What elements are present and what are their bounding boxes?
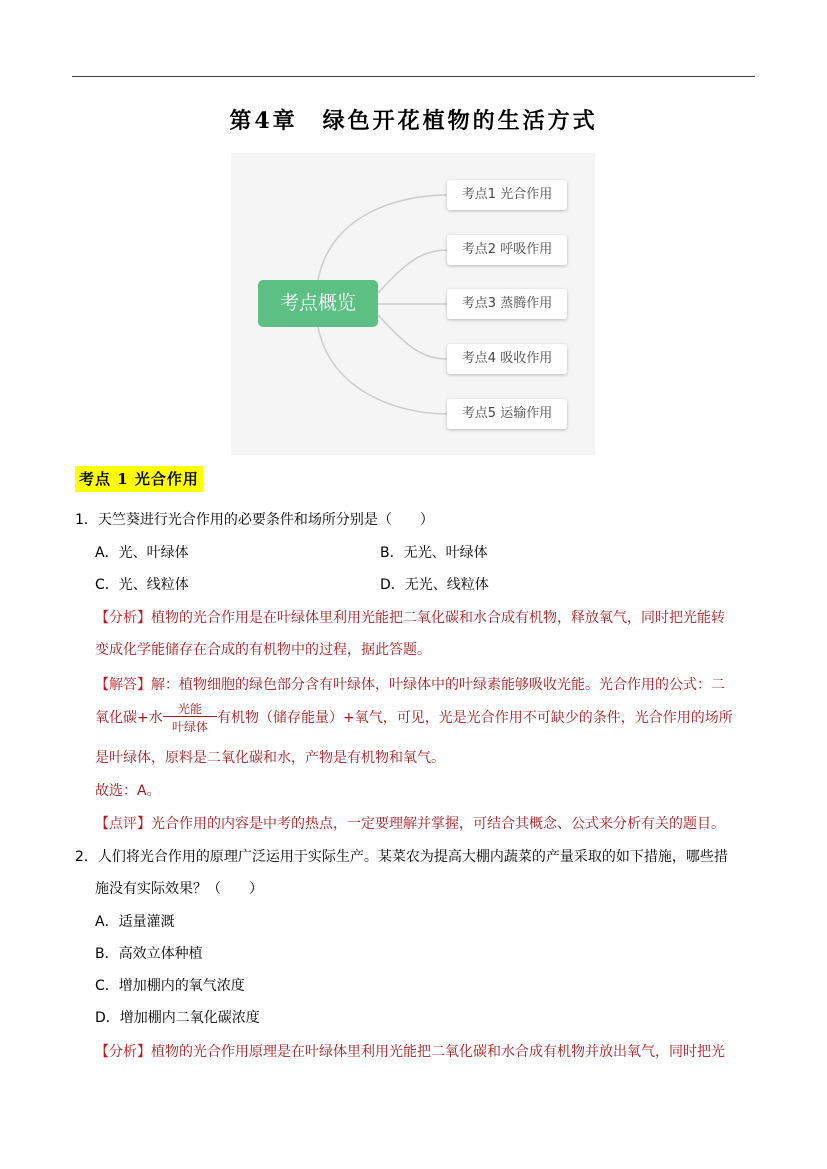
q2-option-d: D．增加棚内二氧化碳浓度 <box>95 1010 260 1026</box>
section-heading: 考点 1 光合作用 <box>75 466 203 492</box>
q1-answer-text: 解：植物细胞的绿色部分含有叶绿体，叶绿体中的叶绿素能够吸收光能。光合作用的公式：二 <box>151 677 725 693</box>
q2-option-a: A．适量灌溉 <box>95 914 175 930</box>
q1-comment <box>95 814 725 834</box>
q1-answer-line-3: 是叶绿体，原料是二氧化碳和水，产物是有机物和氧气。 <box>95 750 445 766</box>
analysis-tag: 【分析】 <box>95 1044 151 1060</box>
q1-answer-line-1 <box>95 675 725 695</box>
chapter-title: 第4章 绿色开花植物的生活方式 <box>229 108 598 134</box>
mindmap-branch-photosynthesis: 考点1 光合作用 <box>447 180 567 210</box>
header-rule <box>72 76 755 77</box>
q1-analysis-line-1 <box>95 608 725 628</box>
q2-stem-line-1: 2．人们将光合作用的原理广泛运用于实际生产。某菜农为提高大棚内蔬菜的产量采取的如下措施，哪些措 <box>75 849 728 865</box>
mindmap-branch-absorption: 考点4 吸收作用 <box>447 344 567 374</box>
q1-comment-text: 光合作用的内容是中考的热点，一定要理解并掌握，可结合其概念、公式来分析有关的题目。 <box>151 816 725 832</box>
formula-condition-top: 光能 <box>177 702 202 716</box>
q1-answer-line-2b: 有机物（储存能量）+氧气，可见，光是光合作用不可缺少的条件，光合作用的场所 <box>217 710 733 726</box>
mindmap-branch-transpiration: 考点3 蒸腾作用 <box>447 289 567 319</box>
comment-tag: 【点评】 <box>95 816 151 832</box>
formula-condition-bottom: 叶绿体 <box>171 720 208 734</box>
mindmap <box>231 153 595 455</box>
answer-tag: 【解答】 <box>95 677 151 693</box>
q1-stem: 1．天竺葵进行光合作用的必要条件和场所分别是（ ） <box>75 512 434 528</box>
q1-analysis-text: 植物的光合作用是在叶绿体里利用光能把二氧化碳和水合成有机物，释放氧气，同时把光能转 <box>151 610 725 626</box>
formula-arrow-bar <box>163 716 217 717</box>
mindmap-branch-transport: 考点5 运输作用 <box>447 399 567 429</box>
q2-analysis-text: 植物的光合作用原理是在叶绿体里利用光能把二氧化碳和水合成有机物并放出氧气，同时把光 <box>151 1044 725 1060</box>
q1-option-d: D．无光、线粒体 <box>380 577 489 593</box>
mindmap-center-node: 考点概览 <box>258 280 378 327</box>
q2-option-b: B．高效立体种植 <box>95 946 203 962</box>
q2-analysis-line-1 <box>95 1042 725 1062</box>
q1-option-a: A．光、叶绿体 <box>95 545 189 561</box>
q1-choice: 故选：A。 <box>95 783 161 799</box>
q1-option-c: C．光、线粒体 <box>95 577 189 593</box>
mindmap-branch-respiration: 考点2 呼吸作用 <box>447 235 567 265</box>
q1-answer-line-2a: 氧化碳+水 <box>95 710 163 726</box>
analysis-tag: 【分析】 <box>95 610 151 626</box>
q1-option-b: B．无光、叶绿体 <box>380 545 488 561</box>
q1-analysis-line-2: 变成化学能储存在合成的有机物中的过程，据此答题。 <box>95 642 431 658</box>
q2-option-c: C．增加棚内的氧气浓度 <box>95 978 245 994</box>
q2-stem-line-2: 施没有实际效果？（ ） <box>95 881 263 897</box>
